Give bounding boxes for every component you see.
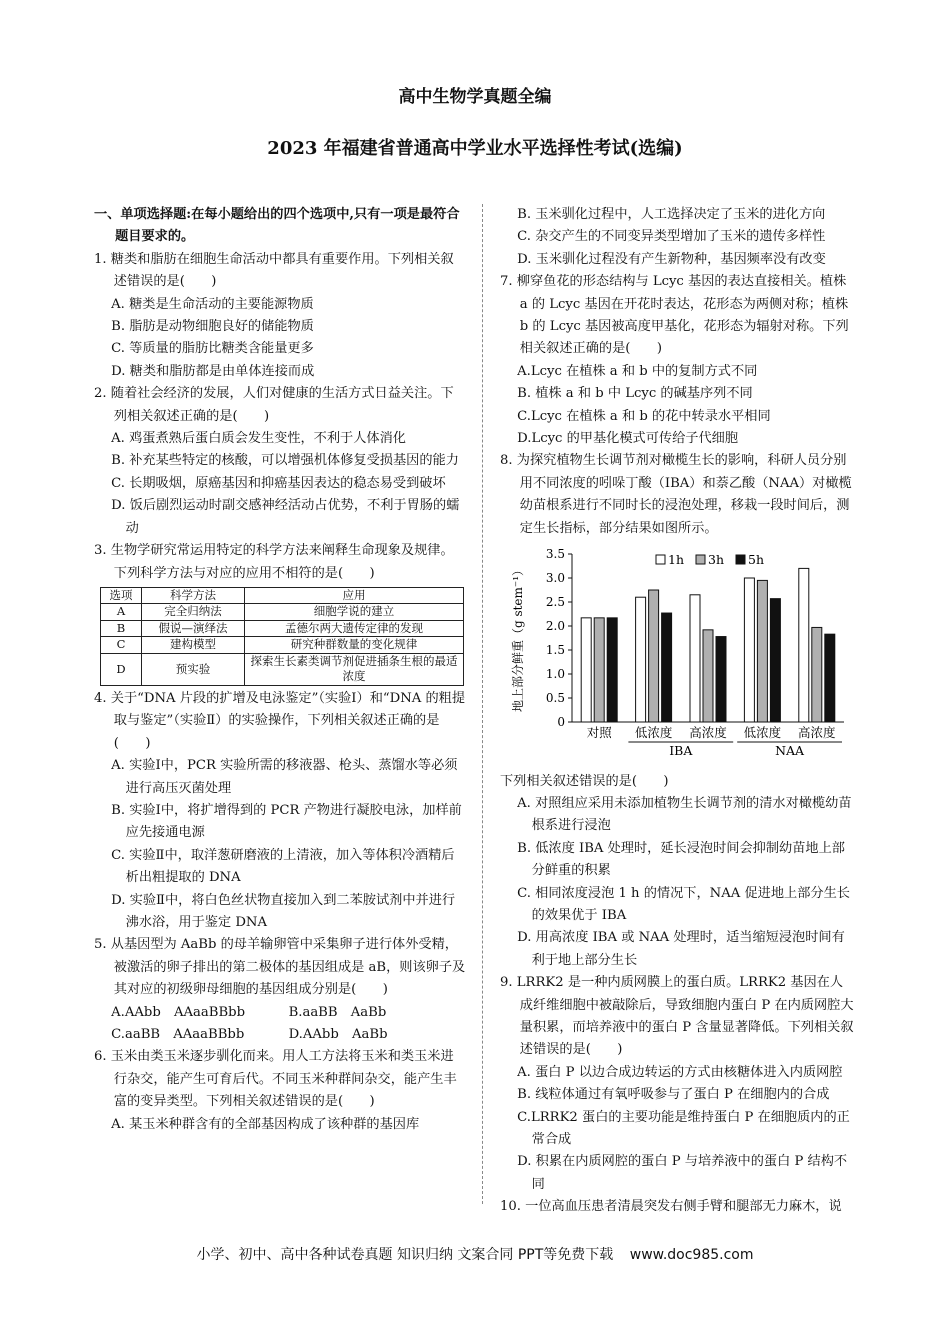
q1-option-c: C. 等质量的脂肪比糖类含能量更多 (111, 341, 314, 357)
q6-option-a: A. 某玉米种群含有的全部基因构成了该种群的基因库 (111, 1116, 420, 1132)
group-label: NAA (775, 743, 805, 759)
legend-swatch (696, 555, 705, 564)
bar (703, 630, 713, 722)
table-cell: 假说—演绎法 (142, 620, 245, 637)
q6-option-c: C. 杂交产生的不同变异类型增加了玉米的遗传多样性 (517, 229, 826, 245)
bar (662, 613, 672, 722)
q7-option-c: C.Lcyc 在植株 a 和 b 的花中转录水平相同 (517, 408, 771, 424)
q9-option-d: D. 积累在内质网腔的蛋白 P 与培养液中的蛋白 P 结构不同 (517, 1154, 848, 1192)
x-tick-label: 对照 (586, 725, 612, 741)
q2-option-b: B. 补充某些特定的核酸，可以增强机体修复受损基因的能力 (111, 453, 459, 469)
section-heading: 一、单项选择题:在每小题给出的四个选项中,只有一项是最符合题目要求的。 (94, 207, 460, 245)
question-10-stem: 10. 一位高血压患者清晨突发右侧手臂和腿部无力麻木，说 (500, 1199, 842, 1215)
bar-chart-container (500, 546, 854, 766)
q5-option-c: C.aaBB AAaaBBbb (111, 1027, 245, 1042)
footer-link[interactable]: www.doc985.com (629, 1247, 754, 1263)
q4-option-d: D. 实验Ⅱ中，将白色丝状物直接加入到二苯胺试剂中并进行沸水浴，用于鉴定 DNA (111, 892, 456, 930)
y-axis-label: 地上部分鲜重（g stem⁻¹） (511, 564, 525, 713)
table-cell: 预实验 (142, 653, 245, 685)
table-cell: 孟德尔两大遗传定律的发现 (245, 620, 464, 637)
q2-option-c: C. 长期吸烟，原癌基因和抑癌基因表达的稳态易受到破坏 (111, 475, 446, 491)
table-cell: 探索生长素类调节剂促进插条生根的最适浓度 (245, 653, 464, 685)
table-header: 应用 (245, 587, 464, 604)
table-header: 科学方法 (142, 587, 245, 604)
question-1-stem: 1. 糖类和脂肪在细胞生命活动中都具有重要作用。下列相关叙述错误的是( ) (94, 251, 454, 290)
x-tick-label: 低浓度 (634, 725, 673, 741)
table-row (101, 637, 464, 654)
question-3-stem: 3. 生物学研究常运用特定的科学方法来阐释生命现象及规律。下列科学方法与对应的应用不相符的是( ) (94, 543, 454, 581)
x-tick-label: 高浓度 (798, 725, 836, 741)
q6-option-b: B. 玉米驯化过程中，人工选择决定了玉米的进化方向 (517, 207, 826, 222)
y-tick-label: 0 (557, 715, 565, 730)
table-header: 选项 (101, 587, 142, 604)
q4-option-a: A. 实验Ⅰ中，PCR 实验所需的移液器、枪头、蒸馏水等必须进行高压灭菌处理 (111, 758, 458, 796)
legend-label: 3h (708, 552, 725, 568)
table-row (101, 620, 464, 637)
q5-options-row-1 (94, 1002, 466, 1024)
bar (581, 618, 591, 722)
q9-option-b: B. 线粒体通过有氧呼吸参与了蛋白 P 在细胞内的合成 (517, 1087, 830, 1103)
q8-prompt: 下列相关叙述错误的是( ) (500, 773, 669, 789)
q8-option-d: D. 用高浓度 IBA 或 NAA 处理时，适当缩短浸泡时间有利于地上部分生长 (517, 930, 845, 968)
bar (594, 618, 604, 722)
q7-option-b: B. 植株 a 和 b 中 Lcyc 的碱基序列不同 (517, 386, 753, 402)
q8-option-a: A. 对照组应采用未添加植物生长调节剂的清水对橄榄幼苗根系进行浸泡 (517, 795, 852, 834)
question-2-stem: 2. 随着社会经济的发展，人们对健康的生活方式日益关注。下列相关叙述正确的是( ) (94, 386, 454, 424)
q5-options-row-2 (94, 1024, 466, 1046)
q1-option-b: B. 脂肪是动物细胞良好的储能物质 (111, 319, 314, 335)
table-row (101, 653, 464, 685)
question-9-stem: 9. LRRK2 是一种内质网膜上的蛋白质。LRRK2 基因在人成纤维细胞中被敲除后，导致细胞内蛋白 P 在内质网腔大量积累，而培养液中的蛋白 P 含量显著降低。下列相关叙述错误的是( ) (500, 975, 854, 1058)
legend-swatch (736, 555, 745, 564)
bar (649, 590, 659, 722)
question-6-stem: 6. 玉米由类玉米逐步驯化而来。用人工方法将玉米和类玉米进行杂交，能产生可育后代。不同玉米种群间杂交，能产生丰富的变异类型。下列相关叙述错误的是( ) (94, 1049, 457, 1110)
q7-option-a: A.Lcyc 在植株 a 和 b 中的复制方式不同 (517, 363, 758, 379)
question-5-stem: 5. 从基因型为 AaBb 的母羊输卵管中采集卵子进行体外受精，被激活的卵子排出的第二极体的基因组成是 aB，则该卵子及其对应的初级卵母细胞的基因组成分别是( ) (94, 937, 466, 998)
q8-option-c: C. 相同浓度浸泡 1 h 的情况下，NAA 促进地上部分生长的效果优于 IBA (517, 885, 850, 923)
bar (770, 599, 780, 722)
bar (607, 618, 617, 722)
bar (825, 634, 835, 722)
table-cell: A (101, 604, 142, 621)
q2-option-d: D. 饭后剧烈运动时副交感神经活动占优势，不利于胃肠的蠕动 (111, 498, 460, 536)
q1-option-a: A. 糖类是生命活动的主要能源物质 (111, 296, 314, 312)
footer (0, 1244, 950, 1264)
legend-label: 5h (748, 552, 765, 568)
bar (690, 595, 700, 722)
bar (716, 637, 726, 722)
q9-option-c: C.LRRK2 蛋白的主要功能是维持蛋白 P 在细胞质内的正常合成 (517, 1109, 850, 1147)
bar (799, 568, 809, 722)
method-table (100, 587, 464, 686)
table-cell: D (101, 653, 142, 685)
bar-chart (500, 546, 854, 758)
q5-option-a: A.AAbb AAaaBBbb (111, 1004, 246, 1020)
right-column (500, 204, 854, 1219)
column-divider (482, 204, 483, 1204)
y-tick-label: 0.5 (545, 691, 565, 706)
y-tick-label: 2.5 (545, 595, 565, 610)
q5-option-b: B.aaBB AaBb (288, 1004, 387, 1020)
y-tick-label: 3.5 (545, 547, 565, 562)
table-cell: 建构模型 (142, 637, 245, 654)
y-tick-label: 1.5 (545, 643, 565, 658)
table-cell: C (101, 637, 142, 654)
question-4-stem: 4. 关于“DNA 片段的扩增及电泳鉴定”（实验Ⅰ）和“DNA 的粗提取与鉴定”（实验Ⅱ）的实验操作，下列相关叙述正确的是( ) (94, 690, 466, 751)
bar (636, 597, 646, 722)
y-tick-label: 1.0 (545, 667, 565, 682)
bar (812, 628, 822, 723)
table-cell: B (101, 620, 142, 637)
table-header-row (101, 587, 464, 604)
q7-option-d: D.Lcyc 的甲基化模式可传给子代细胞 (517, 431, 739, 447)
q5-option-d: D.AAbb AaBb (288, 1027, 388, 1042)
collection-title: 高中生物学真题全编 (398, 87, 552, 107)
bar (757, 580, 767, 722)
legend-label: 1h (668, 552, 685, 568)
group-label: IBA (669, 743, 693, 759)
q1-option-d: D. 糖类和脂肪都是由单体连接而成 (111, 363, 315, 379)
question-8-stem: 8. 为探究植物生长调节剂对橄榄生长的影响，科研人员分别用不同浓度的吲哚丁酸（IBA）和萘乙酸（NAA）对橄榄幼苗根系进行不同时长的浸泡处理，移栽一段时间后，测定生长指标，部分结果如图所示。 (500, 453, 852, 536)
x-tick-label: 高浓度 (689, 725, 727, 741)
bar (744, 578, 754, 722)
q4-option-c: C. 实验Ⅱ中，取洋葱研磨液的上清液，加入等体积冷酒精后析出粗提取的 DNA (111, 847, 455, 886)
table-cell: 完全归纳法 (142, 604, 245, 621)
table-cell: 细胞学说的建立 (245, 604, 464, 621)
y-tick-label: 3.0 (545, 571, 565, 586)
q4-option-b: B. 实验Ⅰ中，将扩增得到的 PCR 产物进行凝胶电泳，加样前应先接通电源 (111, 802, 462, 841)
q8-option-b: B. 低浓度 IBA 处理时，延长浸泡时间会抑制幼苗地上部分鲜重的积累 (517, 840, 845, 879)
footer-text: 小学、初中、高中各种试卷真题 知识归纳 文案合同 PPT等免费下载 (196, 1247, 614, 1263)
exam-title: 2023 年福建省普通高中学业水平选择性考试(选编) (267, 138, 683, 159)
x-tick-label: 低浓度 (743, 725, 782, 741)
left-column (94, 204, 466, 1136)
question-7-stem: 7. 柳穿鱼花的形态结构与 Lcyc 基因的表达直接相关。植株 a 的 Lcyc 基因在开花时表达，花形态为两侧对称；植株 b 的 Lcyc 基因被高度甲基化，花形态为辐射对称。下列相关叙述正确的是( ) (500, 274, 849, 357)
q9-option-a: A. 蛋白 P 以边合成边转运的方式由核糖体进入内质网腔 (517, 1064, 843, 1080)
legend-swatch (656, 555, 665, 564)
q2-option-a: A. 鸡蛋煮熟后蛋白质会发生变性，不利于人体消化 (111, 431, 406, 447)
y-tick-label: 2.0 (545, 619, 565, 634)
table-cell: 研究种群数量的变化规律 (245, 637, 464, 654)
table-row (101, 604, 464, 621)
q6-option-d: D. 玉米驯化过程没有产生新物种，基因频率没有改变 (517, 251, 826, 267)
